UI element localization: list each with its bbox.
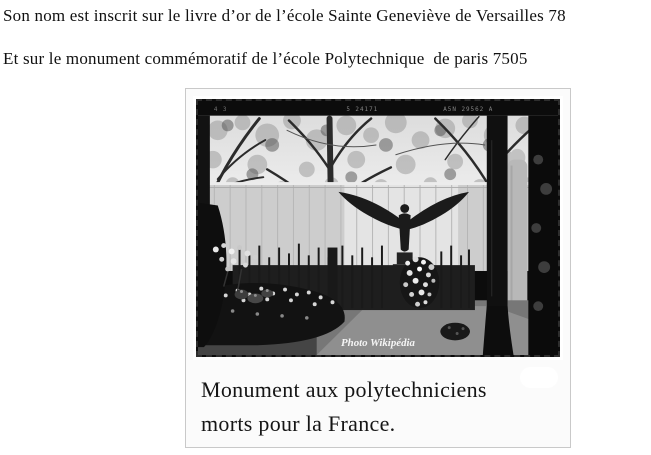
- monument-photo: [198, 101, 558, 355]
- photo-stamp-frame: [193, 96, 563, 360]
- left-tree-trunk: [198, 116, 210, 206]
- right-dark-foliage: [528, 116, 558, 355]
- film-strip-marking-left: 4 3: [213, 106, 228, 113]
- small-bush: [440, 323, 470, 341]
- film-strip: [198, 101, 558, 116]
- scan-artifact-blob: [520, 367, 558, 388]
- caption-line-1: Monument aux polytechniciens: [201, 377, 487, 402]
- film-strip-marking-center: 5 24171: [346, 106, 379, 113]
- figure-container: [185, 88, 571, 448]
- photo-perforated-border: [196, 99, 560, 357]
- film-strip-marking-right: A5N 29562 A: [443, 106, 494, 113]
- paragraph-livre-dor: Son nom est inscrit sur le livre d’or de l’école Sainte Geneviève de Versailles 78: [3, 6, 566, 25]
- paragraph-monument: Et sur le monument commémoratif de l’école Polytechnique de paris 7505: [3, 49, 528, 68]
- figure-caption: [201, 373, 570, 441]
- photo-credit: Photo Wikipédia: [341, 337, 415, 350]
- caption-line-2: morts pour la France.: [201, 411, 396, 436]
